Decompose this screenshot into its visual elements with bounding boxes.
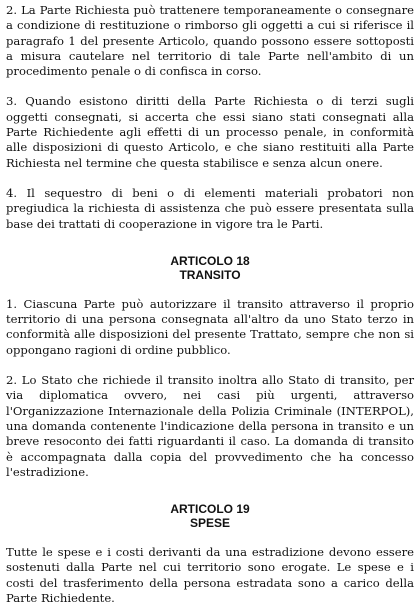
spacer xyxy=(6,282,414,297)
article-19-title: SPESE xyxy=(189,516,231,531)
paragraph-2: 2. La Parte Richiesta può trattenere temporaneamente o consegnare a condizione di restituzione o rimborso gli oggetti a cui si riferisce il paragrafo 1 del presente Articolo, quando possono essere sottoposti a misura cautelare nel territorio di tale Parte nell'ambito di un procedimento penale o di confisca in corso. xyxy=(6,3,414,79)
article-18-title: TRANSITO xyxy=(179,267,241,282)
article-18-paragraph-1: 1. Ciascuna Parte può autorizzare il transito attraverso il proprio territorio di una persona consegnata all'altro da uno Stato terzo in conformità alle disposizioni del presente Trattato, sempre che non si oppongano ragioni di ordine pubblico. xyxy=(6,296,414,357)
paragraph-4: 4. Il sequestro di beni o di elementi materiali probatori non pregiudica la richiesta di assistenza che può essere presentata sulla base dei trattati di cooperazione in vigore tra le Parti. xyxy=(6,185,414,231)
article-18-number: ARTICOLO 18 xyxy=(170,253,250,268)
spacer xyxy=(6,232,414,254)
article-18-paragraph-2: 2. Lo Stato che richiede il transito inoltra allo Stato di transito, per via diplomatica ovvero, nei casi più urgenti, attraverso l'Organizzazione Internazionale della Polizia Criminale (INTERPOL), una domanda contenente l'indicazione della persona in transito e un breve resoconto dei fatti riguardanti il caso. La domanda di transito è accompagnata dalla copia del provvedimento che ha concesso l'estradizione. xyxy=(6,373,414,479)
paragraph-3: 3. Quando esistono diritti della Parte Richiesta o di terzi sugli oggetti consegnati, si accerta che essi siano stati consegnati alla Parte Richiedente agli effetti di un processo penale, in conformità alle disposizioni di questo Articolo, e che siano restituiti alla Parte Richiesta nel termine che questa stabilisce e senza alcun onere. xyxy=(6,94,414,170)
spacer xyxy=(6,530,414,545)
document-page xyxy=(6,3,414,606)
article-19-paragraph-1: Tutte le spese e i costi derivanti da una estradizione devono essere sostenuti dalla Parte nel cui territorio sono erogate. Le spese e i costi del trasferimento della persona estradata sono a carico della Parte Richiedente. xyxy=(6,545,414,606)
article-19-number: ARTICOLO 19 xyxy=(170,502,250,517)
spacer xyxy=(6,480,414,502)
